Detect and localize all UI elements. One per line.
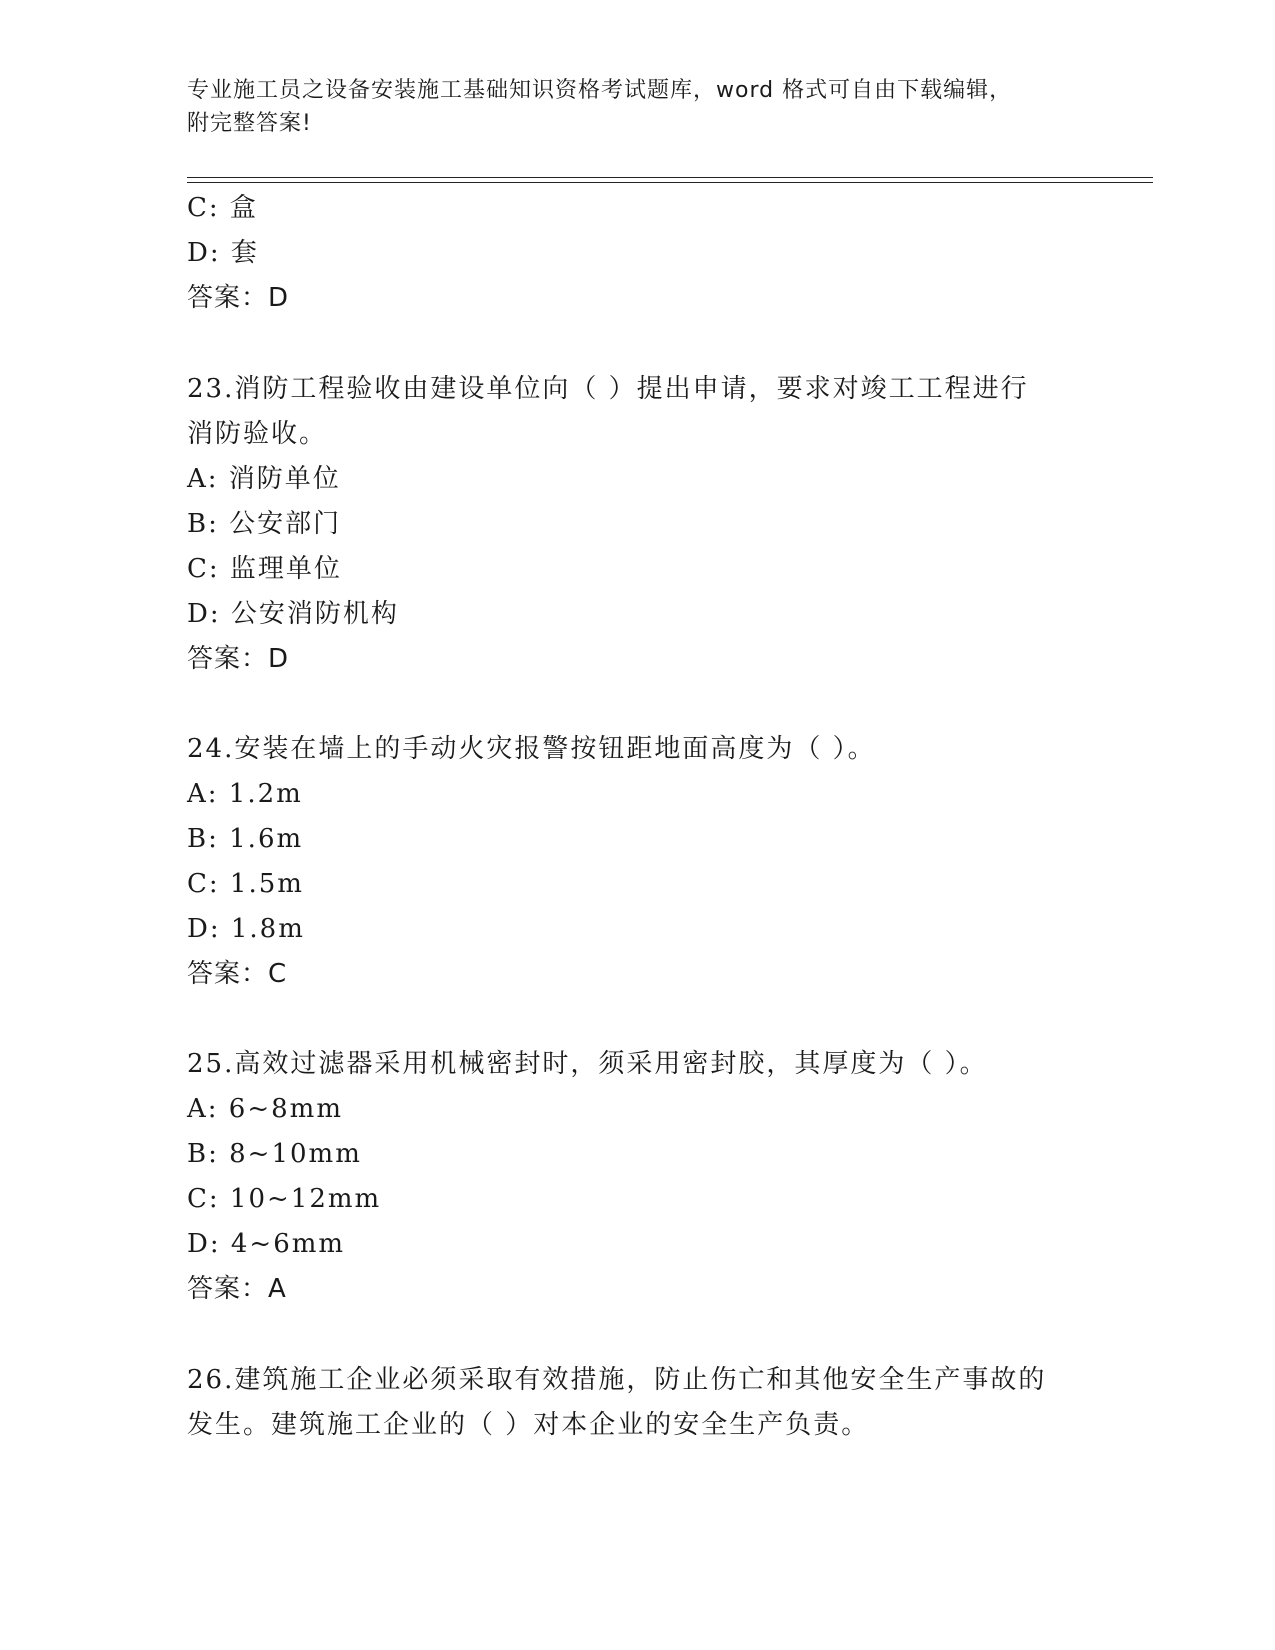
- answer-label: 答案：A: [187, 1274, 287, 1304]
- question-stem: 25.高效过滤器采用机械密封时，须采用密封胶，其厚度为（ ）。: [187, 1049, 988, 1079]
- option-a: A: 消防单位: [187, 464, 341, 494]
- answer-label: 答案：C: [187, 959, 288, 989]
- answer-label: 答案：D: [187, 644, 290, 674]
- document-header: [187, 74, 1067, 140]
- option-a: A: 6~8mm: [187, 1094, 343, 1124]
- option-c: C: 1.5m: [187, 869, 304, 899]
- option-d: D: 公安消防机构: [187, 599, 399, 629]
- option-b: B: 1.6m: [187, 824, 304, 854]
- header-line-2: 附完整答案!: [187, 111, 312, 136]
- question-stem: 23.消防工程验收由建设单位向（ ）提出申请，要求对竣工工程进行: [187, 374, 1029, 404]
- header-divider-top: [187, 177, 1153, 178]
- option-c: C: 盒: [187, 193, 258, 223]
- answer-label: 答案：D: [187, 283, 290, 313]
- option-c: C: 监理单位: [187, 554, 342, 584]
- option-d: D: 4~6mm: [187, 1229, 346, 1259]
- option-a: A: 1.2m: [187, 779, 303, 809]
- option-d: D: 1.8m: [187, 914, 305, 944]
- header-line-1: 专业施工员之设备安装施工基础知识资格考试题库，word 格式可自由下载编辑，: [187, 78, 1013, 103]
- question-stem-cont: 发生。建筑施工企业的（ ）对本企业的安全生产负责。: [187, 1410, 870, 1440]
- question-stem: 24.安装在墙上的手动火灾报警按钮距地面高度为（ ）。: [187, 734, 876, 764]
- option-b: B: 8~10mm: [187, 1139, 362, 1169]
- option-d: D: 套: [187, 238, 259, 268]
- question-stem: 26.建筑施工企业必须采取有效措施，防止伤亡和其他安全生产事故的: [187, 1365, 1047, 1395]
- question-stem-cont: 消防验收。: [187, 419, 328, 449]
- header-divider-bottom: [187, 182, 1153, 183]
- option-b: B: 公安部门: [187, 509, 342, 539]
- option-c: C: 10~12mm: [187, 1184, 382, 1214]
